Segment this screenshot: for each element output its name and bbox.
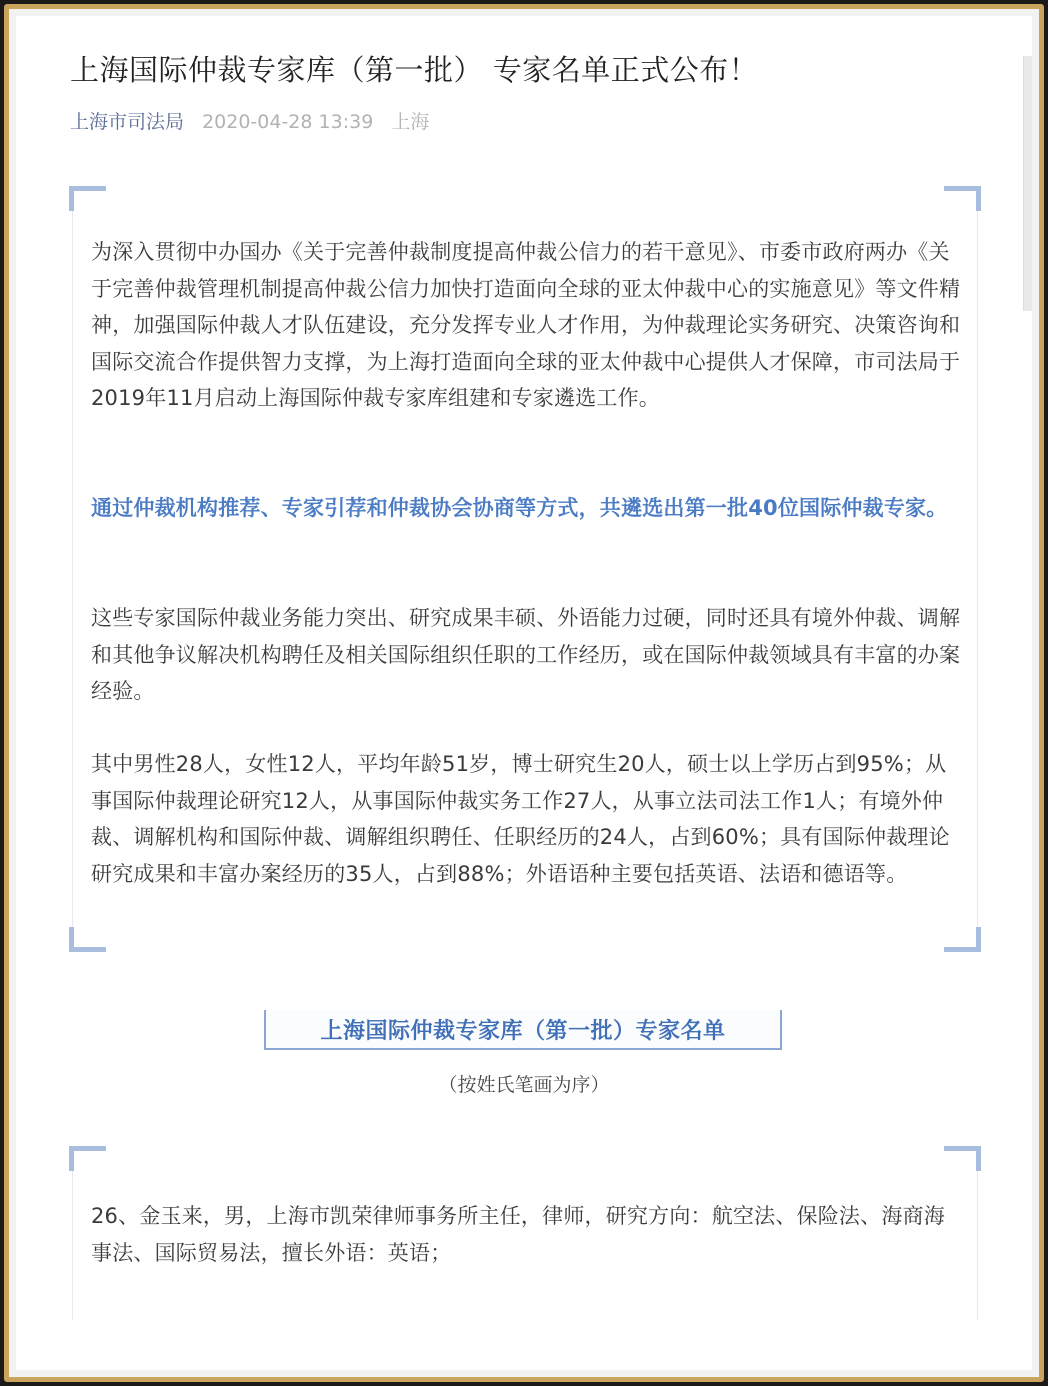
list-title: 上海国际仲裁专家库（第一批）专家名单: [320, 1019, 726, 1044]
list-title-banner: [264, 1010, 782, 1050]
experts-ability-paragraph: 这些专家国际仲裁业务能力突出、研究成果丰硕、外语能力过硬，同时还具有境外仲裁、调解和其他争议解决机构聘任及相关国际组织任职的工作经历，或在国际仲裁领域具有丰富的办案经验。: [91, 606, 961, 703]
statistics-paragraph: 其中男性28人，女性12人，平均年龄51岁，博士研究生20人，硕士以上学历占到95%；从事国际仲裁理论研究12人，从事国际仲裁实务工作27人，从事立法司法工作1人；有境外仲裁、调解机构和国际仲裁、调解组织聘任、任职经历的24人，占到60%；具有国际仲裁理论研究成果和丰富办案经历的35人，占到88%；外语语种主要包括英语、法语和德语等。: [91, 752, 950, 886]
corner-decoration: [69, 186, 106, 211]
expert-entry: 26、金玉来，男，上海市凯荣律师事务所主任，律师，研究方向：航空法、保险法、海商海事法、国际贸易法，擅长外语：英语；: [91, 1204, 945, 1265]
article-meta: [70, 107, 429, 134]
scrollbar[interactable]: [1023, 56, 1032, 311]
source-link[interactable]: 上海市司法局: [70, 111, 185, 133]
publish-location: 上海: [391, 111, 430, 133]
corner-decoration: [944, 186, 981, 211]
intro-box: [72, 190, 978, 948]
highlight-paragraph: 通过仲裁机构推荐、专家引荐和仲裁协会协商等方式，共遴选出第一批40位国际仲裁专家。: [91, 496, 948, 520]
intro-paragraph: 为深入贯彻中办国办《关于完善仲裁制度提高仲裁公信力的若干意见》、市委市政府两办《关于完善仲裁管理机制提高仲裁公信力加快打造面向全球的亚太仲裁中心的实施意见》等文件精神，加强国际仲裁人才队伍建设，充分发挥专业人才作用，为仲裁理论实务研究、决策咨询和国际交流合作提供智力支撑，为上海打造面向全球的亚太仲裁中心提供人才保障，市司法局于2019年11月启动上海国际仲裁专家库组建和专家遴选工作。: [91, 240, 961, 410]
corner-decoration: [944, 1146, 981, 1171]
expert-list-box: [72, 1150, 978, 1320]
corner-decoration: [944, 927, 981, 952]
article-page[interactable]: [16, 16, 1032, 1370]
corner-decoration: [69, 1146, 106, 1171]
corner-decoration: [69, 927, 106, 952]
article-title: 上海国际仲裁专家库（第一批） 专家名单正式公布！: [70, 53, 759, 87]
list-subtitle: （按姓氏笔画为序）: [438, 1074, 610, 1096]
publish-date: 2020-04-28 13:39: [202, 111, 374, 133]
